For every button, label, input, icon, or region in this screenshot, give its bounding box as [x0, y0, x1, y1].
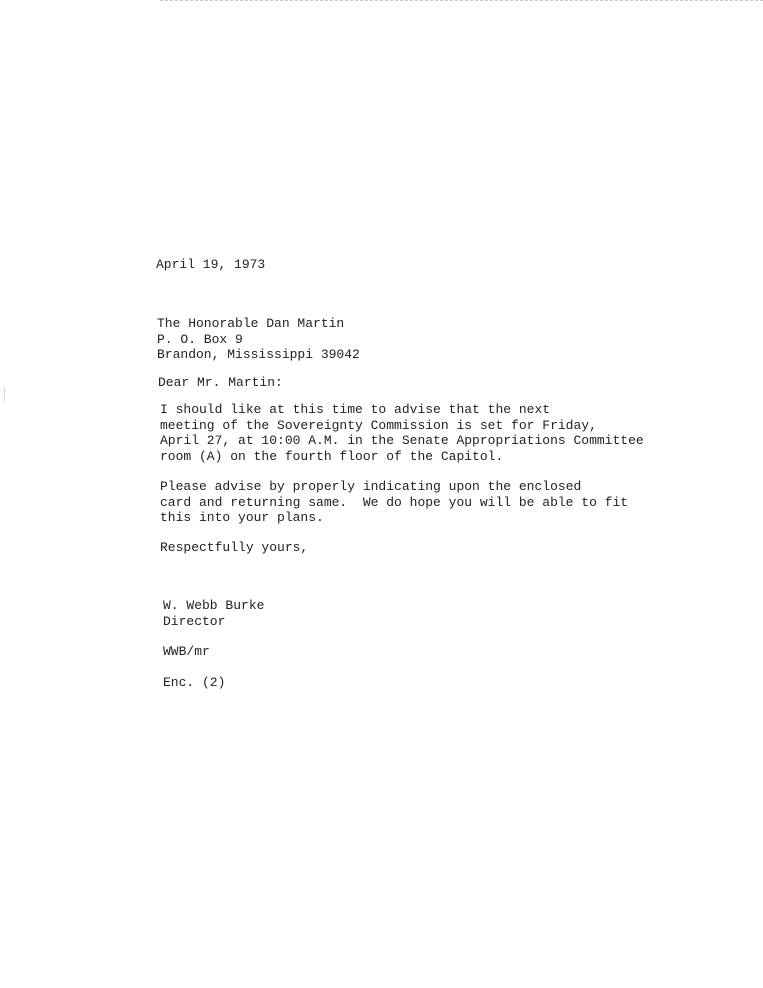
paragraph-line: Please advise by properly indicating upon the enclosed — [160, 479, 582, 494]
signature-block — [163, 598, 264, 629]
signer-name: W. Webb Burke — [163, 598, 265, 613]
margin-mark — [4, 388, 7, 402]
paragraph-meeting-notice — [160, 402, 644, 464]
recipient-name: The Honorable Dan Martin — [157, 316, 345, 331]
paragraph-line: meeting of the Sovereignty Commission is set for Friday, — [160, 417, 597, 433]
paragraph-line: this into your plans. — [160, 510, 324, 525]
closing: Respectfully yours, — [160, 540, 309, 555]
paragraph-line: I should like at this time to advise that the next — [160, 402, 551, 417]
recipient-address-line2: Brandon, Mississippi 39042 — [157, 347, 360, 362]
paragraph-line: room (A) on the fourth floor of the Capitol. — [160, 448, 504, 464]
letter-date: April 19, 1973 — [156, 257, 266, 272]
salutation: Dear Mr. Martin: — [158, 375, 283, 390]
paragraph-line: card and returning same. We do hope you will be able to fit — [160, 494, 629, 510]
recipient-address-line1: P. O. Box 9 — [157, 331, 243, 347]
paragraph-line: April 27, at 10:00 A.M. in the Senate Appropriations Committee — [160, 433, 644, 448]
signer-title: Director — [163, 613, 226, 629]
paragraph-rsvp-request — [160, 479, 628, 526]
recipient-address-block — [157, 316, 360, 363]
reference-initials: WWB/mr — [163, 644, 210, 659]
page-edge-rule — [160, 0, 763, 1]
enclosure-note: Enc. (2) — [163, 675, 226, 690]
